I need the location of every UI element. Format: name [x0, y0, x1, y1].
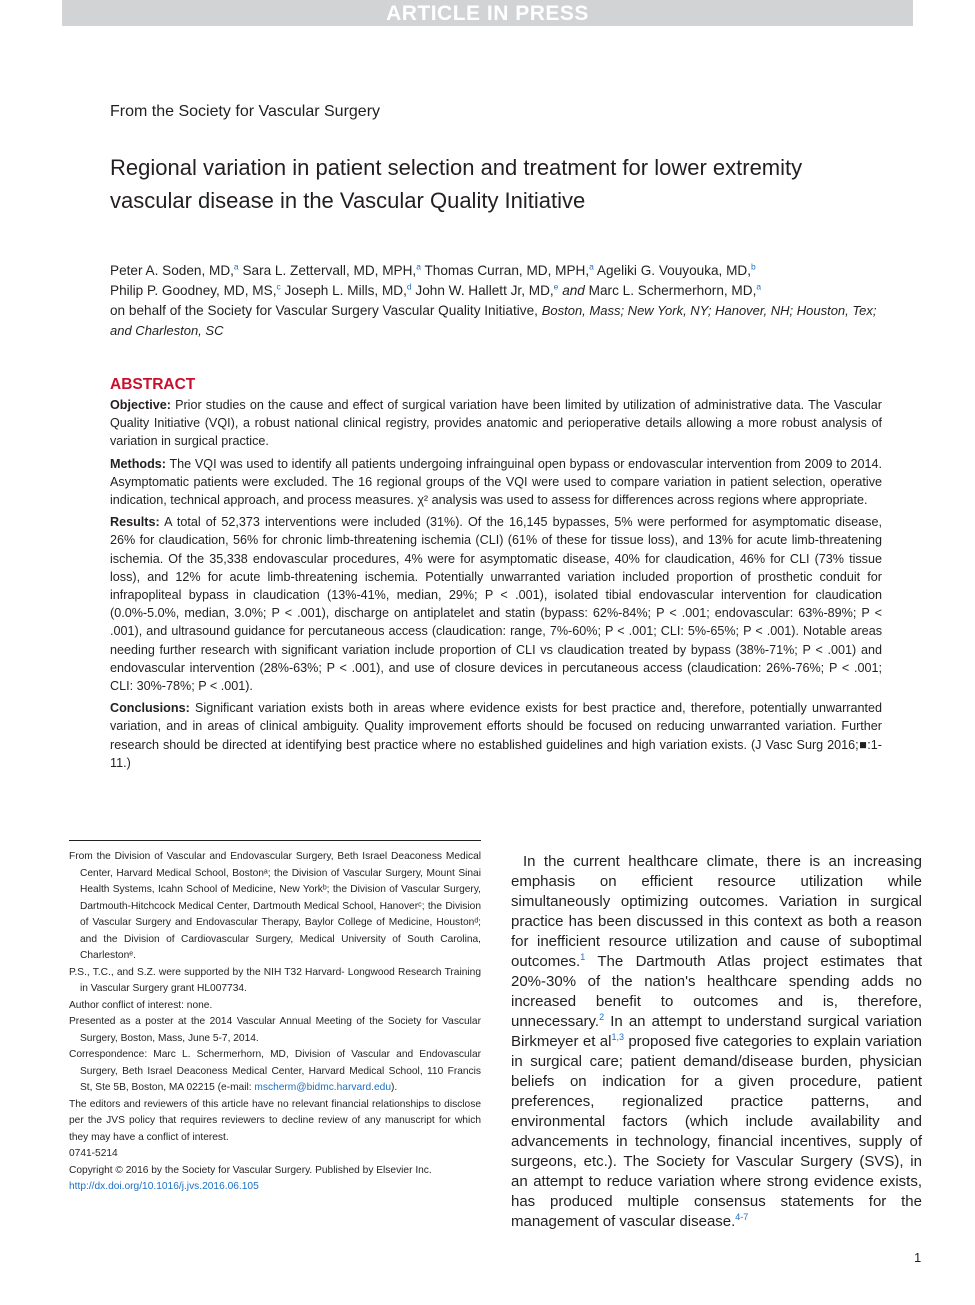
footnote-copyright: Copyright © 2016 by the Society for Vascular Surgery. Published by Elsevier Inc.: [69, 1164, 432, 1176]
footnotes: [69, 849, 481, 1196]
society-line: From the Society for Vascular Surgery: [110, 103, 381, 120]
reference-link[interactable]: 2: [599, 1012, 605, 1022]
footnote-issn: 0741-5214: [69, 1148, 118, 1159]
footnote-divider: [69, 840, 481, 841]
intro-paragraph: [511, 852, 922, 1232]
author-locations: Boston, Mass; New York, NY; Hanover, NH; Houston, Tex; and Charleston, SC: [110, 303, 877, 338]
intro-text: The Dartmouth Atlas project estimates that 20%-30% of the nation's healthcare spending adds no increased benefit to outcomes and is, therefore, unnecessary.: [511, 953, 922, 1030]
abstract-methods: [110, 455, 882, 510]
results-label: Results:: [110, 515, 160, 530]
correspondence-end: ).: [391, 1082, 398, 1093]
methods-text: The VQI was used to identify all patients undergoing infrainguinal open bypass or endovascular intervention from 2009 to 2014. Asymptomatic patients were excluded. The 16 regional groups of the VQI were used to compare variation in patient selection, operative indication, technical approach, and process measures. χ² analysis was used to assess for differences across regions where appropriate.: [110, 456, 882, 508]
conclusions-label: Conclusions:: [110, 701, 190, 716]
conclusions-text: Significant variation exists both in areas where evidence exists for best practice and, therefore, potentially unwarranted variation, and in areas of clinical ambiguity. Quality improvement efforts should be focused on reducing unwarranted variation. Further research should be directed at identifying best practice where no established guidelines and high variation exists. (J Vasc Surg 2016;■:1-11.): [110, 701, 882, 770]
abstract-conclusions: [110, 699, 882, 772]
author-name: Ageliki G. Vouyouka, MD,: [596, 263, 752, 278]
footnote-doi: [69, 1179, 481, 1196]
author-name: Thomas Curran, MD, MPH,: [424, 263, 590, 278]
reference-link[interactable]: 1: [580, 952, 586, 962]
author-name: John W. Hallett Jr, MD,: [415, 283, 554, 298]
footnote-funding: P.S., T.C., and S.Z. were supported by the NIH T32 Harvard- Longwood Research Training in Vascular Surgery grant HL007734.: [69, 966, 481, 994]
footnote-conflict: Author conflict of interest: none.: [69, 999, 213, 1011]
on-behalf-text: on behalf of the Society for Vascular Surgery Vascular Quality Initiative,: [110, 303, 538, 318]
author-name: Sara L. Zettervall, MD, MPH,: [242, 263, 417, 278]
footnote-affiliations: From the Division of Vascular and Endovascular Surgery, Beth Israel Deaconess Medical Center, Harvard Medical School, Bostonᵃ; the Division of Vascular Surgery, Mount Sinai Health Systems, Icahn School of Medicine, New Yorkᵇ; the Division of Vascular Surgery, Dartmouth-Hitchcock Medical Center, Dartmouth Medical School, Hanoverᶜ; the Division of Vascular Surgery and Endovascular Therapy, Baylor College of Medicine, Houstonᵈ; and the Division of Cardiovascular Surgery, Medical University of South Carolina, Charlestonᵉ.: [69, 851, 481, 961]
correspondence-text: Correspondence: Marc L. Schermerhorn, MD, Division of Vascular and Endovascular Surgery, Beth Israel Deaconess Medical Center, Harvard Medical School, 110 Francis St, Ste 5B, Boston, MA 02215 (e-mail:: [69, 1049, 481, 1093]
author-name: Marc L. Schermerhorn, MD,: [588, 283, 757, 298]
doi-link[interactable]: http://dx.doi.org/10.1016/j.jvs.2016.06.105: [69, 1181, 259, 1192]
abstract-objective: [110, 396, 882, 451]
author-name: Joseph L. Mills, MD,: [284, 283, 407, 298]
affiliation-marker[interactable]: a: [589, 261, 594, 272]
affiliation-marker[interactable]: a: [233, 261, 239, 272]
intro-text: In the current healthcare climate, there is an increasing emphasis on efficient resource utilization while simultaneously optimizing outcomes. Variation in surgical practice has been discussed in this context as both a reason for inefficient resource utilization and cause of suboptimal outcomes.: [511, 853, 922, 970]
reference-link[interactable]: 1,3: [611, 1032, 624, 1042]
affiliation-marker[interactable]: a: [416, 261, 421, 272]
article-title: Regional variation in patient selection and treatment for lower extremity vascular disease in the Vascular Quality Initiative: [110, 155, 803, 213]
affiliation-marker[interactable]: b: [751, 261, 756, 272]
abstract-results: [110, 513, 882, 695]
affiliation-marker[interactable]: e: [553, 281, 559, 292]
author-name: Philip P. Goodney, MD, MS,: [110, 283, 277, 298]
affiliation-marker[interactable]: d: [406, 281, 412, 292]
article-in-press-banner: ARTICLE IN PRESS: [62, 0, 913, 26]
footnote-presented: Presented as a poster at the 2014 Vascular Annual Meeting of the Society for Vascular Surgery, Boston, Mass, June 5-7, 2014.: [69, 1016, 481, 1044]
results-text: A total of 52,373 interventions were included (31%). Of the 16,145 bypasses, 5% were performed for asymptomatic disease, 26% for claudication, 56% for chronic limb-threatening ischemia (CLI) (61% of these for tissue loss), and 13% for acute limb-threatening ischemia. Of the 35,338 endovascular procedures, 4% were for asymptomatic disease, 40% for claudication, 46% for CLI (73% tissue loss), and 12% for acute limb-threatening ischemia. Potentially unwarranted variation included proportion of prosthetic conduit for infrapopliteal bypass in claudication (13%-41%, median, 29%; P < .001), isolated tibial endovascular intervention for claudication (0.0%-5.0%, median, 3.0%; P < .001), discharge on antiplatelet and statin (bypass: 62%-84%; P < .001; endovascular: 63%-89%; P < .001), and ultrasound guidance for percutaneous access (claudication: range, 7%-60%; P < .001; CLI: 5%-65%; P < .001). Notable areas needing further research with significant variation include proportion of CLI vs claudication treated by bypass (38%-71%; P < .001) and endovascular intervention (28%-63%; P < .001), and use of closure devices in percutaneous access (claudication: 26%-76%; P < .001; CLI: 30%-78%; P < .001).: [110, 515, 882, 694]
affiliation-marker[interactable]: a: [756, 281, 762, 292]
and-word: and: [562, 283, 585, 298]
intro-text: In an attempt to understand surgical variation Birkmeyer et al: [511, 1013, 922, 1050]
email-link[interactable]: mscherm@bidmc.harvard.edu: [254, 1082, 392, 1093]
affiliation-marker[interactable]: c: [276, 281, 281, 292]
footnote-editors: The editors and reviewers of this article have no relevant financial relationships to disclose per the JVS policy that requires reviewers to decline review of any manuscript for which they may have a conflict of interest.: [69, 1098, 481, 1143]
abstract-body: [110, 396, 882, 776]
methods-label: Methods:: [110, 456, 166, 471]
author-list: [110, 261, 885, 341]
objective-label: Objective:: [110, 398, 171, 412]
intro-text: proposed five categories to explain variation in surgical care; patient demand/disease burden, physician beliefs on indication for a given procedure, patient preferences, regionalized practice patterns, and environmental factors (which include availability and advancements in technology, financial incentives, supply of surgeons, etc.). The Society for Vascular Surgery (SVS), in an attempt to reduce variation where strong evidence exists, has produced multiple consensus statements for the management of vascular disease.: [511, 1033, 923, 1230]
objective-text: Prior studies on the cause and effect of surgical variation have been limited by utilization of administrative data. The Vascular Quality Initiative (VQI), a robust national clinical registry, provides anatomic and perioperative details allowing a more robust analysis of variation in surgical practice.: [110, 398, 882, 449]
reference-link[interactable]: 4-7: [735, 1212, 749, 1222]
abstract-heading: ABSTRACT: [110, 376, 196, 393]
author-name: Peter A. Soden, MD,: [110, 263, 234, 278]
footnote-correspondence: [69, 1047, 481, 1097]
page-number: 1: [914, 1250, 922, 1265]
